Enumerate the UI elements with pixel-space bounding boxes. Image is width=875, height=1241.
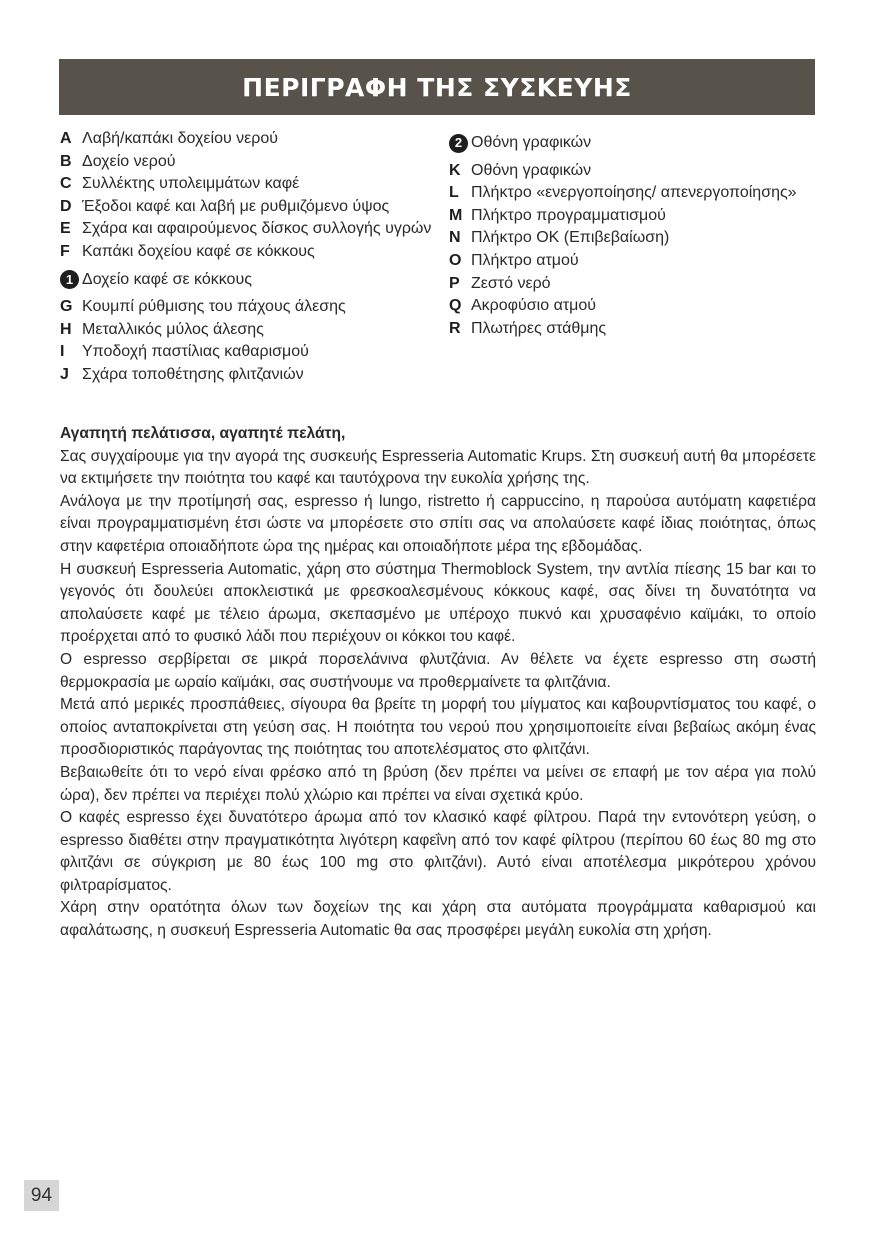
item-text: Συλλέκτης υπολειμμάτων καφέ bbox=[82, 175, 300, 193]
item-text: Λαβή/καπάκι δοχείου νερού bbox=[82, 130, 279, 147]
paragraph: Η συσκευή Espresseria Automatic, χάρη στο σύστημα Thermoblock System, την αντλία πίεσης 15 bar και το γεγονός ότι δουλεύει αποκλειστικά με φρεσκοαλεσμένους κόκκους καφέ, σας δίνει τη δυνατότητα να απολαύσετε καφέ με τέλειο άρωμα, σκεπασμένο με υπέροχο πυκνό και χρυσαφένιο καϊμάκι, το οποίο προέρχεται από το φυσικό λάδι που περιέχουν οι κόκκοι του καφέ. bbox=[60, 560, 816, 646]
list-item bbox=[449, 318, 819, 341]
item-letter: E bbox=[60, 220, 71, 238]
list-item bbox=[60, 218, 432, 241]
item-letter: N bbox=[449, 229, 461, 247]
item-letter: D bbox=[60, 197, 72, 215]
list-item bbox=[60, 196, 432, 219]
item-text: Πλωτήρες στάθμης bbox=[471, 319, 607, 337]
item-letter: H bbox=[60, 320, 72, 338]
page-number: 94 bbox=[24, 1180, 59, 1211]
item-letter: P bbox=[449, 274, 460, 292]
list-item bbox=[60, 319, 432, 342]
item-text: Ακροφύσιο ατμού bbox=[471, 297, 597, 315]
greeting: Αγαπητή πελάτισσα, αγαπητέ πελάτη, bbox=[60, 425, 346, 442]
paragraph: Ο espresso σερβίρεται σε μικρά πορσελάνινα φλυτζάνια. Αν θέλετε να έχετε espresso στη σωστή θερμοκρασία με ωραίο καϊμάκι, σας συστήνουμε να προθερμαίνετε τα φλιτζάνια. bbox=[60, 650, 816, 691]
list-item bbox=[449, 182, 819, 205]
paragraph: Βεβαιωθείτε ότι το νερό είναι φρέσκο από τη βρύση (δεν πρέπει να μείνει σε επαφή με τον αέρα για πολύ ώρα), δεν πρέπει να περιέχει πολύ χλώριο και πρέπει να είναι σχετικά κρύο. bbox=[60, 763, 816, 804]
list-item bbox=[60, 151, 432, 174]
item-letter: M bbox=[449, 206, 463, 224]
item-letter: A bbox=[60, 130, 72, 147]
parts-list-left bbox=[60, 128, 432, 387]
item-text: Πλήκτρο προγραμματισμού bbox=[471, 206, 666, 224]
item-letter: L bbox=[449, 184, 459, 202]
item-letter: R bbox=[449, 319, 461, 337]
section-number-badge: 1 bbox=[60, 270, 79, 289]
page-title: ΠΕΡΙΓΡΑΦΗ ΤΗΣ ΣΥΣΚΕΥΗΣ bbox=[242, 72, 632, 102]
paragraph: Σας συγχαίρουμε για την αγορά της συσκευής Espresseria Automatic Krups. Στη συσκευή αυτή θα μπορέσετε να εκτιμήσετε την ποιότητα του καφέ και ταυτόχρονα την ευκολία χρήσης της. bbox=[60, 447, 816, 488]
item-text: Δοχείο νερού bbox=[82, 152, 176, 170]
item-letter: F bbox=[60, 242, 70, 260]
list-item bbox=[60, 341, 432, 364]
intro-text bbox=[60, 423, 816, 943]
paragraph: Ανάλογα με την προτίμησή σας, espresso ή lungo, ristretto ή cappuccino, η παρούσα αυτόματη καφετιέρα είναι προγραμματισμένη έτσι ώστε να μπορέσετε στο σπίτι σας να απολαύσετε καφέ ίδιας ποιότητας, όπως στην καφετέρια οποιαδήποτε ώρα της ημέρας και οποιαδήποτε μέρα της εβδομάδας. bbox=[60, 492, 816, 555]
item-letter: C bbox=[60, 175, 72, 193]
list-item bbox=[60, 173, 432, 196]
item-text: Έξοδοι καφέ και λαβή με ρυθμιζόμενο ύψος bbox=[82, 197, 390, 215]
item-letter: O bbox=[449, 251, 462, 269]
item-letter: K bbox=[449, 161, 461, 179]
item-letter: B bbox=[60, 152, 72, 170]
list-item bbox=[449, 295, 819, 318]
item-text: Μεταλλικός μύλος άλεσης bbox=[82, 320, 264, 338]
paragraph: Ο καφές espresso έχει δυνατότερο άρωμα από τον κλασικό καφέ φίλτρου. Παρά την εντονότερη γεύση, ο espresso διαθέτει στην πραγματικότητα λιγότερη καφεΐνη από τον καφέ φίλτρου (περίπου 60 έως 80 mg στο φλιτζάνι σε σύγκριση με 80 έως 100 mg στο φλιτζάνι). Αυτό είναι αποτέλεσμα μικρότερου χρόνου φιλτραρίσματος. bbox=[60, 809, 816, 894]
item-letter: G bbox=[60, 298, 73, 316]
item-text: Καπάκι δοχείου καφέ σε κόκκους bbox=[82, 242, 315, 260]
paragraph: Χάρη στην ορατότητα όλων των δοχείων της και χάρη στα αυτόματα προγράμματα καθαρισμού και αφαλάτωσης, η συσκευή Espresseria Automatic θα σας προσφέρει μεγάλη ευκολία στη χρήση. bbox=[60, 899, 816, 940]
list-item bbox=[449, 250, 819, 273]
item-letter: J bbox=[60, 365, 69, 383]
item-text: Κουμπί ρύθμισης του πάχους άλεσης bbox=[82, 298, 346, 316]
list-item bbox=[449, 205, 819, 228]
list-item bbox=[60, 128, 432, 151]
item-text: Πλήκτρο «ενεργοποίησης/ απενεργοποίησης» bbox=[471, 184, 797, 202]
item-text: Σχάρα και αφαιρούμενος δίσκος συλλογής υγρών bbox=[82, 220, 432, 238]
item-text: Σχάρα τοποθέτησης φλιτζανιών bbox=[82, 365, 304, 383]
parts-list-right bbox=[449, 128, 819, 340]
item-text: Πλήκτρο OK (Επιβεβαίωση) bbox=[471, 229, 670, 247]
item-text: Ζεστό νερό bbox=[471, 274, 551, 292]
section-heading-2 bbox=[449, 132, 819, 155]
list-item bbox=[60, 296, 432, 319]
list-item bbox=[60, 241, 432, 264]
section-number-badge: 2 bbox=[449, 134, 468, 153]
section-label: Οθόνη γραφικών bbox=[471, 134, 592, 151]
section-header-bar bbox=[59, 59, 815, 115]
item-text: Υποδοχή παστίλιας καθαρισμού bbox=[82, 343, 309, 361]
item-letter: Q bbox=[449, 297, 462, 315]
list-item bbox=[449, 273, 819, 296]
section-heading-1 bbox=[60, 269, 432, 292]
item-letter: I bbox=[60, 343, 65, 361]
list-item bbox=[449, 227, 819, 250]
item-text: Οθόνη γραφικών bbox=[471, 161, 592, 179]
item-text: Πλήκτρο ατμού bbox=[471, 251, 579, 269]
list-item bbox=[60, 364, 432, 387]
list-item bbox=[449, 160, 819, 183]
section-label: Δοχείο καφέ σε κόκκους bbox=[82, 270, 252, 288]
paragraph: Μετά από μερικές προσπάθειες, σίγουρα θα βρείτε τη μορφή του μίγματος και καβουρντίσματος του καφέ, ο οποίος ανταποκρίνεται στη γεύση σας. Η ποιότητα του νερού που χρησιμοποιείτε είναι βεβαίως ακόμη ένας προσδιοριστικός παράγοντας της ποιότητας του αποτελέσματος στο φλιτζάνι. bbox=[60, 696, 816, 759]
